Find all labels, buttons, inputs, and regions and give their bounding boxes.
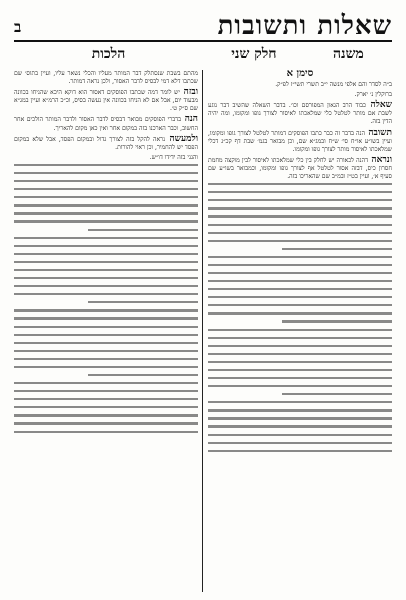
text-line (14, 398, 198, 400)
text-line (208, 385, 392, 387)
text-line (88, 374, 198, 376)
text-line (208, 450, 392, 452)
running-subheader (14, 46, 392, 68)
text-line (14, 366, 198, 368)
paragraph (208, 81, 392, 89)
left-paragraphs (14, 70, 198, 162)
section-name: הלכות (91, 46, 126, 62)
paragraph-head: ובזה (179, 87, 198, 98)
paragraph-text: נראה להקל בזה לצורך גדול ובמקום הפסד, אבל שלא במקום הפסד יש להחמיר, וכן ראוי להורות. (14, 135, 198, 151)
paragraph-text: יש לומר דמה שכתבו הפוסקים דאסור הוא דוקא היכא שהניחו בכוונה מבעוד יום, אבל אם לא הניחו בכוונה אין נעשה בסיס, וכ״כ הרמ״א ועיין במג״א שם ס״ק ט׳. (14, 89, 198, 113)
text-line (208, 417, 392, 419)
text-line (282, 393, 392, 395)
text-line (14, 285, 198, 287)
text-line (14, 406, 198, 408)
paragraph (208, 91, 392, 99)
paragraph (14, 154, 198, 162)
paragraph-text: הנה בדבר זה כבר כתבו הפוסקים דמותר לטלטל לצורך גופו ומקומו, ועיין בשו״ע או״ח סי׳ ש״ח ובמג״א שם, וכן מבואר בגמ׳ שבת דף קכ״ג דכלי שמלאכתו לאיסור מותר לצורך גופו ומקומו. (208, 129, 392, 153)
text-line (208, 224, 392, 226)
text-line (208, 329, 392, 331)
text-line (14, 350, 198, 352)
text-line (14, 293, 198, 295)
text-line (14, 245, 198, 247)
right-text-lines (208, 183, 392, 452)
book-part: חלק שני (231, 46, 277, 62)
text-line (208, 425, 392, 427)
paragraph-text: בדברי הפוסקים מבואר דבסיס לדבר האסור ולדבר המותר הולכים אחר החשוב, וכבר הארכנו בזה במקום אחר ואין כאן מקום להאריך. (14, 116, 198, 132)
text-line (208, 312, 392, 314)
siman-heading: סימן א (286, 70, 314, 79)
text-line (208, 337, 392, 339)
paragraph (14, 115, 198, 132)
right-paragraphs (208, 81, 392, 181)
text-line (208, 240, 392, 242)
text-line (208, 191, 392, 193)
text-line (208, 288, 392, 290)
paragraph (208, 101, 392, 126)
paragraph (14, 70, 198, 86)
text-line (208, 409, 392, 411)
text-line (14, 261, 198, 263)
book-name: משנה (332, 46, 364, 62)
text-line (14, 269, 198, 271)
left-text-lines (14, 164, 198, 433)
text-line (208, 361, 392, 363)
paragraph (14, 135, 198, 152)
text-line (208, 442, 392, 444)
text-line (14, 382, 198, 384)
left-text-column (14, 70, 198, 592)
text-line (14, 334, 198, 336)
text-line (208, 256, 392, 258)
text-line (208, 369, 392, 371)
paragraph-text: כבוד הרב הגאון המפורסם וכו׳. בדבר השאלה שהשיב דבר נוגע לשבת אם מותר לטלטל כלי שמלאכתו לאיסור לצורך גופו ומקומו, ומה יהיה הדין בזה. (208, 102, 392, 126)
paragraph-head: הנה (181, 114, 198, 125)
paragraph-head: ולמעשה (165, 133, 198, 144)
paragraph (14, 88, 198, 113)
column-divider (202, 70, 203, 592)
text-line (14, 431, 198, 433)
paragraph (208, 156, 392, 181)
paragraph-head: ונראה (368, 154, 392, 165)
text-line (208, 183, 392, 185)
text-line (208, 280, 392, 282)
text-line (14, 414, 198, 416)
text-line (208, 377, 392, 379)
text-line (88, 301, 198, 303)
text-line (14, 326, 198, 328)
text-line (14, 422, 198, 424)
text-line (14, 220, 198, 222)
text-line (208, 199, 392, 201)
text-line (208, 434, 392, 436)
text-line (14, 180, 198, 182)
page-header (14, 10, 392, 42)
text-line (208, 215, 392, 217)
text-line (14, 390, 198, 392)
text-line (208, 304, 392, 306)
text-line (88, 229, 198, 231)
paragraph-text: ברוקלין נ׳ יארק. (354, 91, 392, 99)
text-line (208, 207, 392, 209)
text-line (14, 237, 198, 239)
text-line (14, 317, 198, 319)
text-line (282, 320, 392, 322)
text-line (14, 253, 198, 255)
text-line (14, 196, 198, 198)
text-line (208, 353, 392, 355)
page-title: שאלות ותשובות (217, 11, 392, 41)
text-line (282, 248, 392, 250)
text-line (208, 345, 392, 347)
text-line (208, 272, 392, 274)
paragraph-text: דהנה לכאורה יש לחלק בין כלי שמלאכתו לאיסור לבין מוקצה מחמת חסרון כיס, דבזה אסור לטלטל אף לצורך גופו ומקומו, וכמבואר בשו״ע שם סעיף א׳, ועיין בט״ז ובמ״ב שם שהאריכו בזה. (208, 156, 392, 181)
text-line (208, 264, 392, 266)
text-line (14, 342, 198, 344)
text-line (14, 164, 198, 166)
text-line (208, 401, 392, 403)
text-line (208, 232, 392, 234)
text-line (14, 212, 198, 214)
paragraph-text: ב״ה לסדר והם אלפי מנשה י״ב תשרי תשי״ז לפ״ק. (275, 81, 392, 89)
paragraph-head: תשובה (365, 127, 392, 138)
text-line (14, 188, 198, 190)
text-line (14, 204, 198, 206)
text-line (14, 172, 198, 174)
right-text-column (208, 70, 392, 592)
paragraph-text: והנני בזה ידידו דו״ש. (149, 153, 198, 161)
page-number: ב (14, 18, 22, 36)
text-line (208, 296, 392, 298)
paragraph (208, 129, 392, 154)
text-line (14, 277, 198, 279)
paragraph-head: שאלה (365, 100, 392, 111)
text-line (14, 309, 198, 311)
paragraph-text: מהתם בשבת שנסתלק דבר המותר מעליו והכלי נשאר עליו, ועיין בתוס׳ שם שכתבו דלא דמי לבסיס לדבר האסור, ולכן נראה דמותר. (14, 70, 198, 86)
text-line (14, 358, 198, 360)
